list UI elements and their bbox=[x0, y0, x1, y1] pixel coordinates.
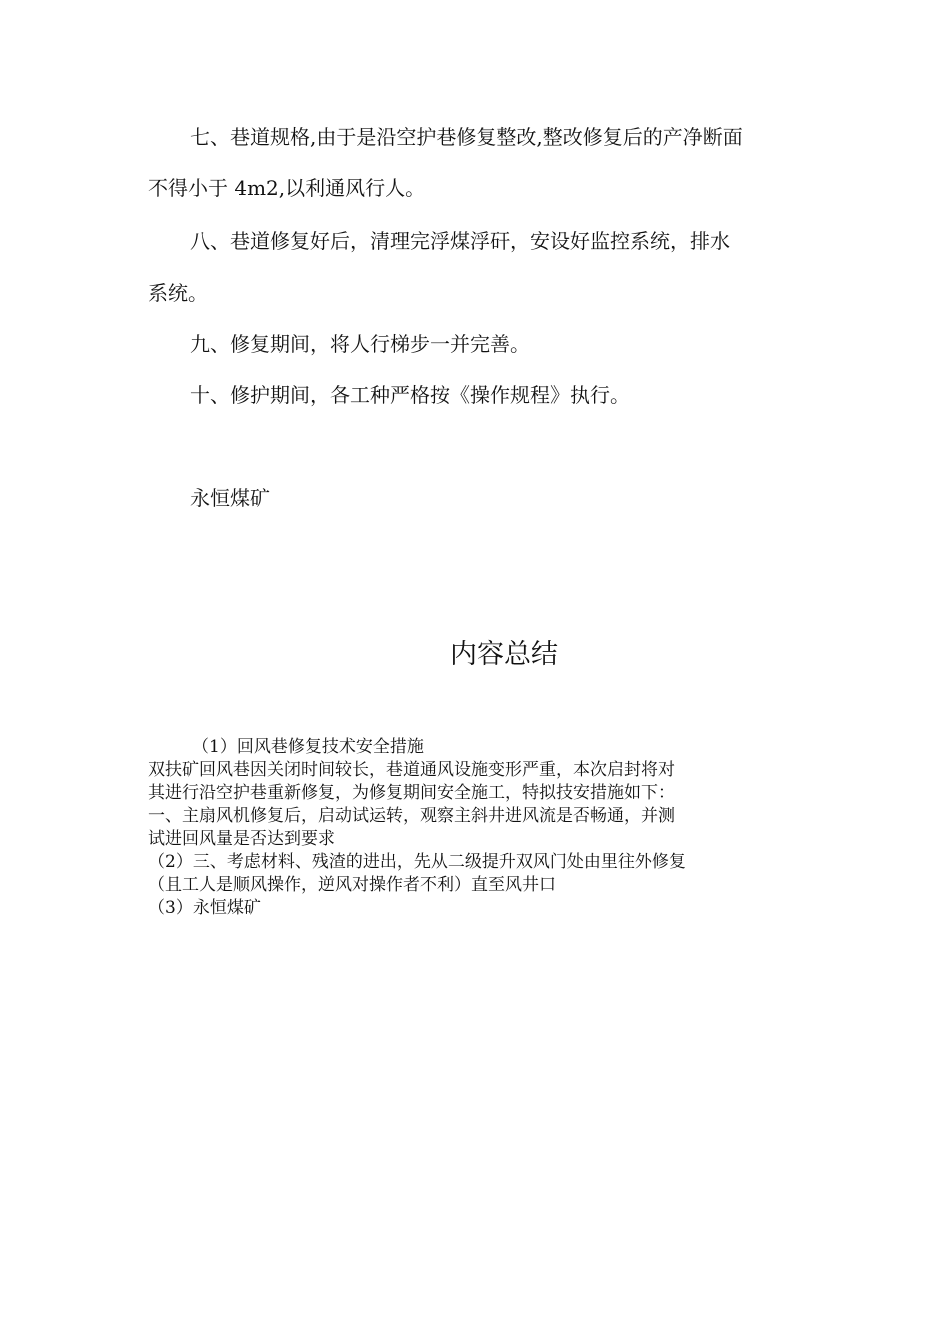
summary-line: 双扶矿回风巷因关闭时间较长，巷道通风设施变形严重，本次启封将对 bbox=[148, 760, 675, 780]
summary-line: （1）回风巷修复技术安全措施 bbox=[192, 737, 424, 757]
summary-line: 试进回风量是否达到要求 bbox=[148, 829, 335, 849]
paragraph-8-line-2: 系统。 bbox=[148, 281, 208, 305]
signature: 永恒煤矿 bbox=[190, 486, 270, 510]
summary-line: （3）永恒煤矿 bbox=[148, 898, 261, 918]
summary-line: 一、主扇风机修复后，启动试运转，观察主斜井进风流是否畅通，并测 bbox=[148, 806, 675, 826]
paragraph-8-line-1: 八、巷道修复好后，清理完浮煤浮矸，安设好监控系统，排水 bbox=[190, 229, 730, 253]
summary-title: 内容总结 bbox=[450, 639, 558, 670]
paragraph-7-line-1: 七、巷道规格,由于是沿空护巷修复整改,整改修复后的产净断面 bbox=[190, 125, 743, 149]
summary-line: （2）三、考虑材料、残渣的进出，先从二级提升双风门处由里往外修复 bbox=[148, 852, 686, 872]
paragraph-10: 十、修护期间，各工种严格按《操作规程》执行。 bbox=[190, 383, 630, 407]
summary-block bbox=[148, 736, 818, 920]
paragraph-7-line-2: 不得小于 4m2,以利通风行人。 bbox=[148, 176, 426, 200]
paragraph-9: 九、修复期间，将人行梯步一并完善。 bbox=[190, 332, 530, 356]
summary-line: （且工人是顺风操作，逆风对操作者不利）直至风井口 bbox=[148, 875, 556, 895]
summary-line: 其进行沿空护巷重新修复，为修复期间安全施工，特拟技安措施如下： bbox=[148, 783, 675, 803]
